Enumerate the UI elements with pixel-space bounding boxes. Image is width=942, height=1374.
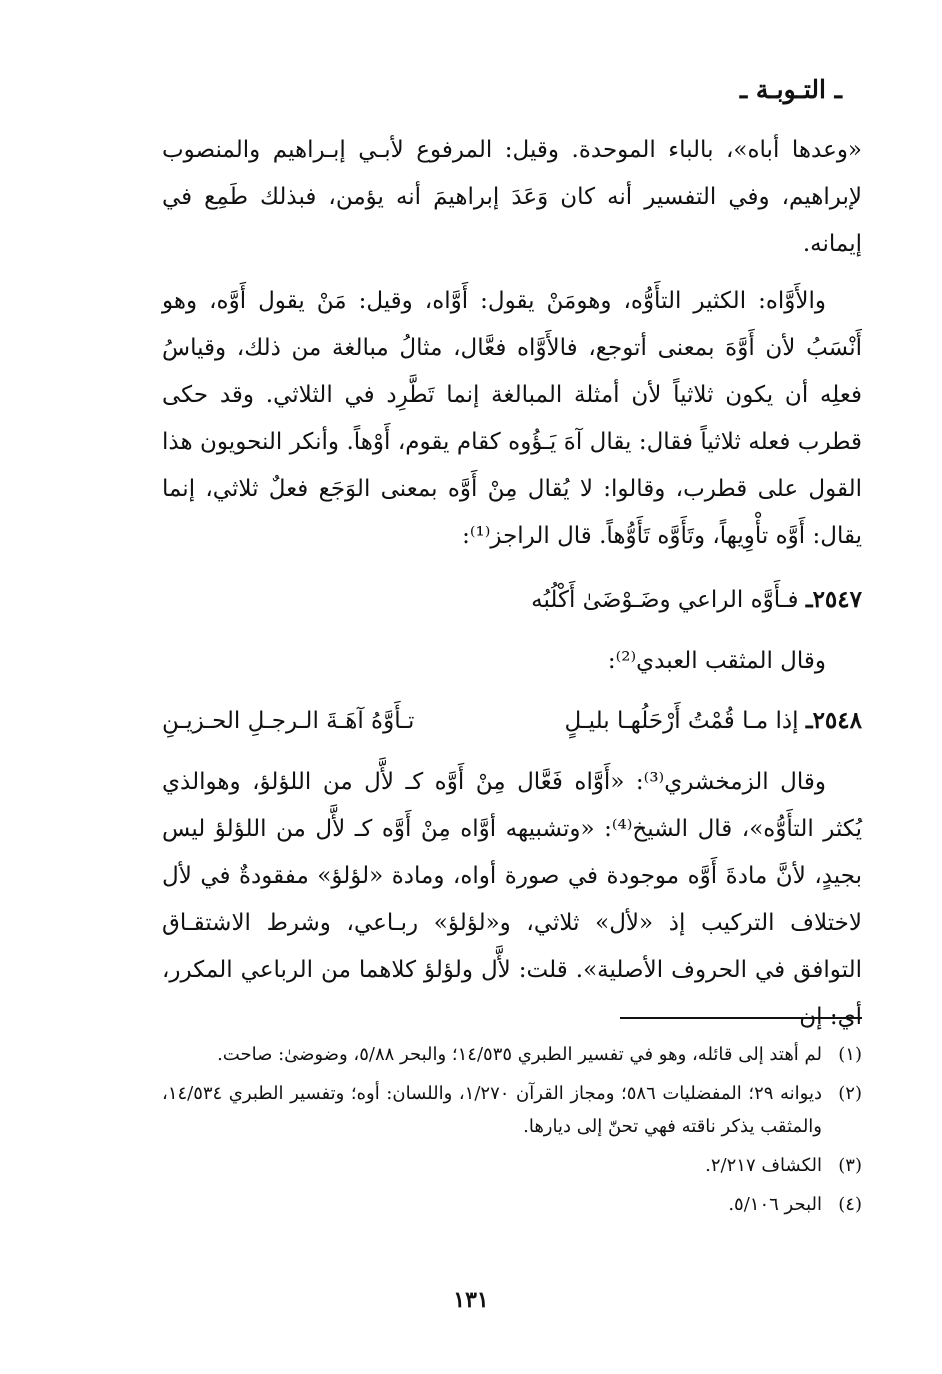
footnote-text: لم أهتد إلى قائله، وهو في تفسير الطبري ١٤/٥٣٥؛ والبحر ٥/٨٨، وضوضىٰ: صاحت. [217, 1044, 822, 1065]
paragraph-1: «وعدها أباه»، بالباء الموحدة. وقيل: المرفوع لأبـي إبـراهيم والمنصوب لإبراهيم، وفي التفسير أنه كان وَعَدَ إبراهيمَ أنه يؤمن، فبذلك طَمِع في إيمانه. [162, 137, 862, 257]
running-header: ـ التـوبـة ـ [739, 75, 842, 104]
footnote-4 [162, 1188, 862, 1221]
footnote-text: البحر ٥/١٠٦. [728, 1194, 822, 1215]
footnote-number: (١) [838, 1044, 862, 1065]
paragraph-3: وقال الزمخشري⁽³⁾: «أَوَّاه فَعَّال مِنْ أَوَّه كـ لأَّل من اللؤلؤ، وهوالذي يُكثر التأَوُّه»، قال الشيخ⁽⁴⁾: «وتشبيهه أوَّاه مِنْ أَوَّه كـ لأَّل من اللؤلؤ ليس بجيدٍ، لأنَّ مادةَ أَوَّه موجودة في صورة أواه، ومادة «لؤلؤ» مفقودةٌ في لأل لاختلاف التركيب إذ «لأل» ثلاثي، و«لؤلؤ» ربـاعي، وشرط الاشتقـاق التوافق في الحروف الأصلية». قلت: لأَّل ولؤلؤ كلاهما من الرباعي المكرر، أي: إن [162, 769, 863, 1030]
verse-2548-intro: وقال المثقب العبدي⁽²⁾: [607, 648, 826, 674]
verse-second-hemistich: تـأَوَّهُ آهَـةَ الـرجـلِ الحـزيـنِ [162, 708, 415, 734]
verse-first-hemistich: إذا مـا قُمْتُ أَرْحَلُهـا بليـلٍ [564, 708, 799, 734]
paragraph-2: والأَوَّاه: الكثير التأَوُّه، وهومَنْ يقول: أَوَّاه، وقيل: مَنْ يقول أَوَّه، وهو أَنْسَبُ لأن أَوَّهَ بمعنى أتوجع، فالأَوَّاه فعَّال، مثالُ مبالغة من ذلك، وقياسُ فعلِه أن يكون ثلاثياً لأن أمثلة المبالغة إنما تَطَّرِد في الثلاثي. وقد حكى قطرب فعله ثلاثياً فقال: يقال آهَ يَـؤُوه كقام يقوم، أَوْهاً. وأنكر النحويون هذا القول على قطرب، وقالوا: لا يُقال مِنْ أَوَّه بمعنى الوَجَع فعلٌ ثلاثي، إنما يقال: أَوَّه تأْوِيهاً، وتَأَوَّه تَأَوُّهاً. قال الراجز⁽¹⁾: [162, 288, 862, 549]
footnote-number: (٣) [838, 1155, 862, 1176]
verse-text: فـأَوَّه الراعي وضَـوْضَىٰ أَكْلُبُه [531, 587, 799, 613]
paragraph-2-block [162, 278, 862, 560]
footnote-text: الكشاف ٢/٢١٧. [705, 1155, 822, 1176]
verse-number: ٢٥٤٧ـ [805, 586, 862, 613]
footnote-2 [162, 1077, 862, 1143]
footnotes [162, 1038, 862, 1227]
verse-2548 [162, 698, 862, 744]
footnote-1 [162, 1038, 862, 1071]
footnote-number: (٢) [838, 1083, 862, 1104]
verse-number: ٢٥٤٨ـ [805, 707, 862, 734]
page-number: ١٣١ [453, 1287, 489, 1313]
footnote-text: ديوانه ٢٩؛ المفضليات ٥٨٦؛ ومجاز القرآن ١/٢٧٠، واللسان: أوه؛ وتفسير الطبري ١٤/٥٣٤، والمثقب يذكر ناقته فهي تحنّ إلى ديارها. [162, 1083, 823, 1137]
verse-2547 [162, 577, 862, 623]
footnote-3 [162, 1149, 862, 1182]
footnote-number: (٤) [838, 1194, 862, 1215]
paragraph-1-block [162, 127, 862, 268]
footnote-divider [620, 1017, 862, 1019]
paragraph-3-block [162, 759, 862, 1041]
